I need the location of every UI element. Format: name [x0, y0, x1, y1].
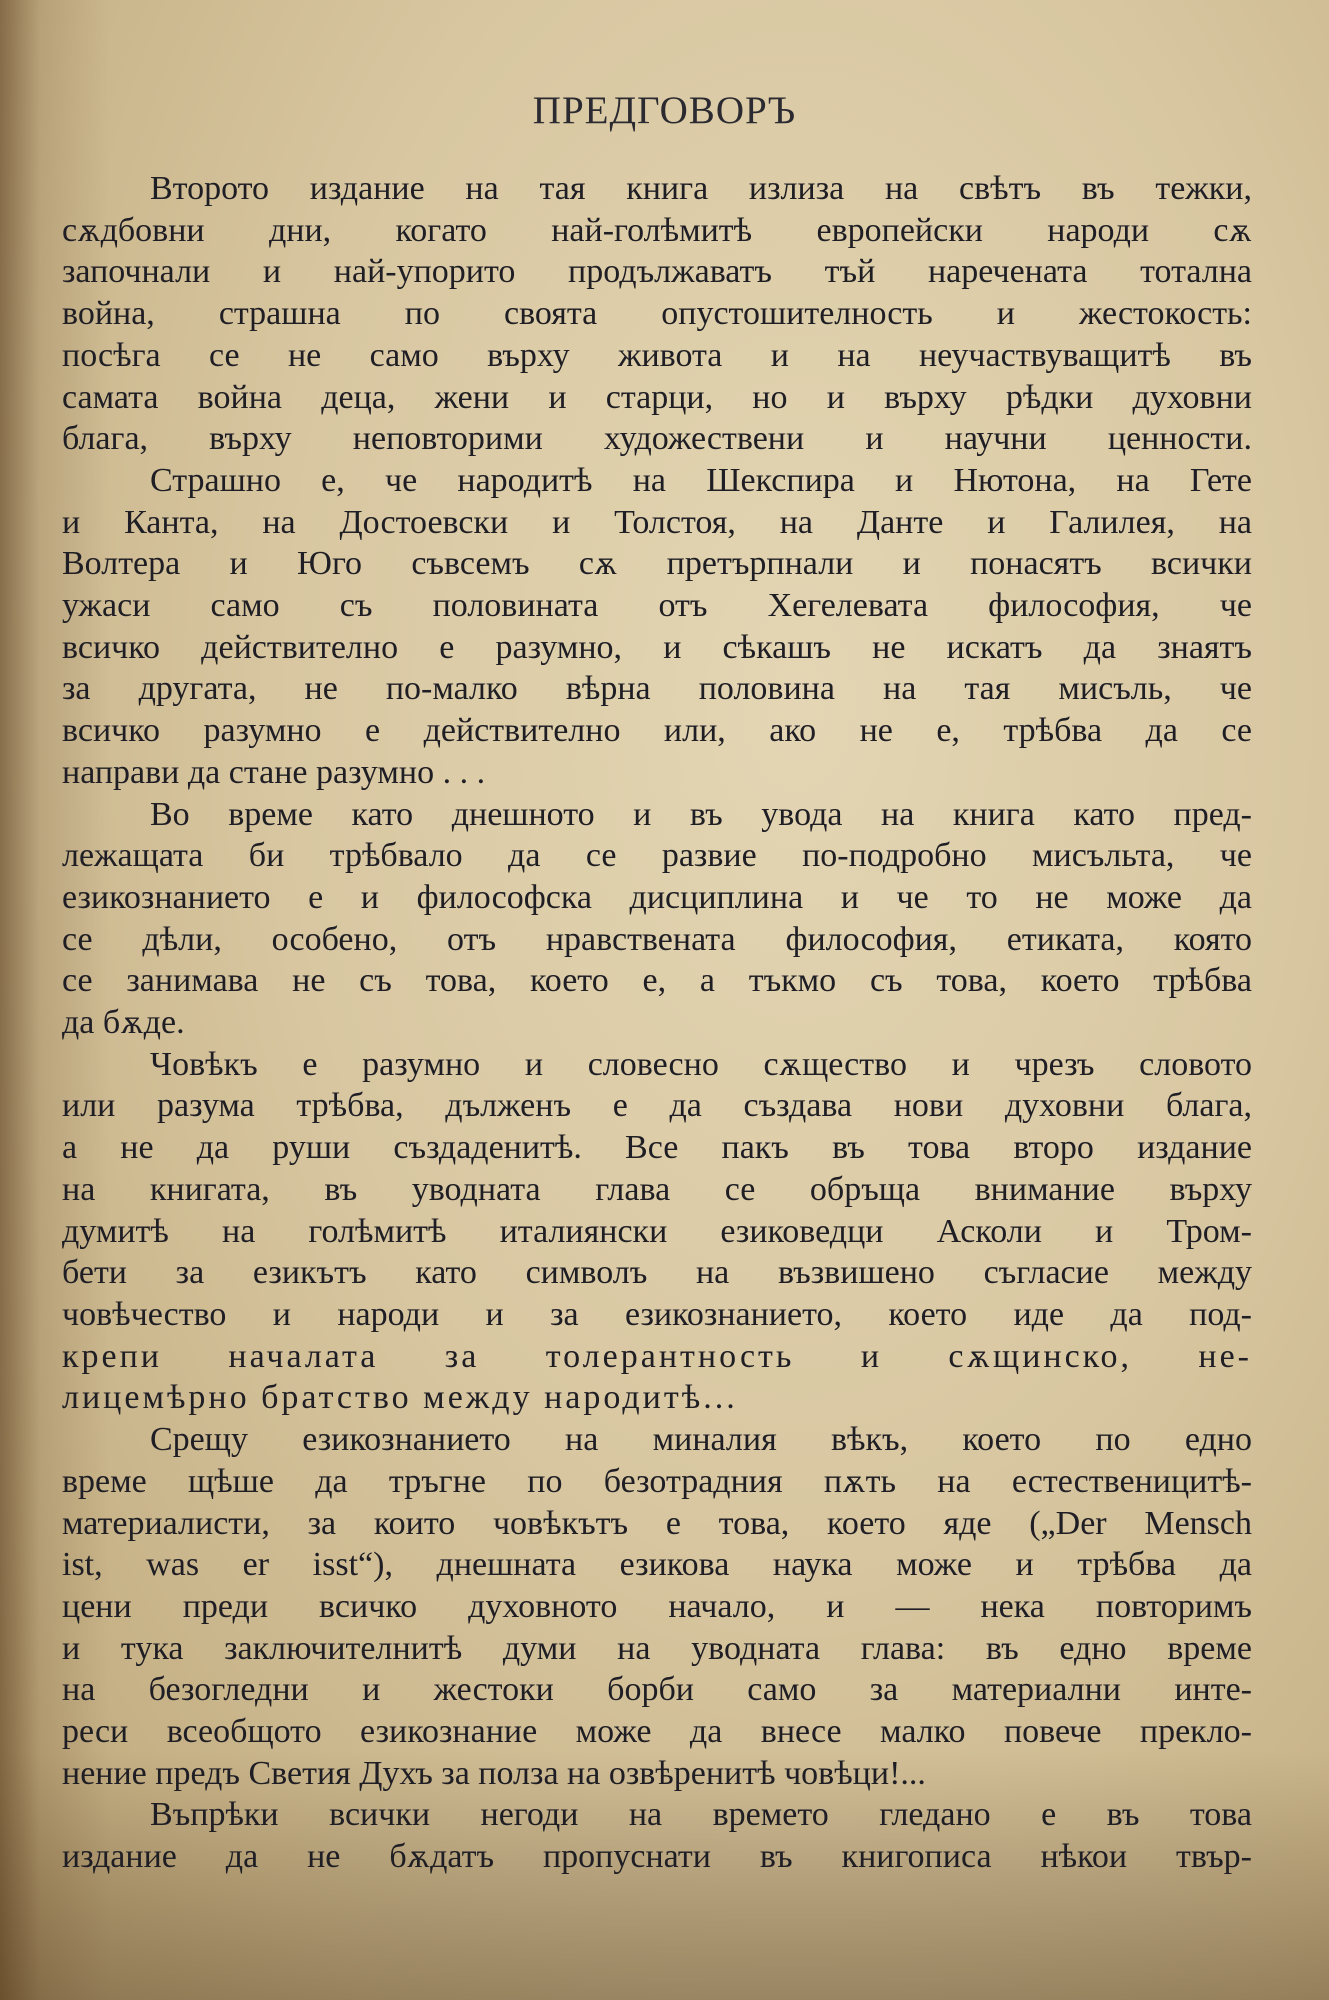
text-line: материалисти, за които човѣкътъ е това, което яде („Der Mensch	[62, 1504, 1252, 1542]
text-line: лицемѣрно братство между народитѣ...	[62, 1379, 738, 1417]
preface-body	[62, 168, 1252, 1878]
paragraph-6	[62, 1794, 1252, 1877]
text-line: крепи началата за толерантность и сѫщинско, не-	[62, 1337, 1252, 1375]
text-line: сѫдбовни дни, когато най-голѣмитѣ европейски народи сѫ	[62, 211, 1252, 249]
paragraph-5	[62, 1419, 1252, 1794]
text-line: самата война деца, жени и старци, но и върху рѣдки духовни	[62, 378, 1252, 416]
text-line: на безогледни и жестоки борби само за материални инте-	[62, 1671, 1252, 1709]
text-line: Второто издание на тая книга излиза на свѣтъ въ тежки,	[150, 170, 1252, 207]
text-line: Во време като днешното и въ увода на книга като пред-	[150, 795, 1252, 833]
text-line: лежащата би трѣбвало да се развие по-подробно мисъльта, че	[62, 837, 1252, 875]
text-line: бети за езикътъ като символъ на възвишено съгласие между	[62, 1254, 1252, 1292]
text-line: издание да не бѫдатъ пропуснати въ книгописа нѣкои твър-	[62, 1838, 1252, 1876]
text-line: война, страшна по своята опустошителность и жестокость:	[62, 295, 1252, 333]
paragraph-3	[62, 794, 1252, 1044]
text-line: Срещу езикознанието на миналия вѣкъ, което по едно	[150, 1421, 1252, 1459]
text-line: или разума трѣбва, дълженъ е да създава нови духовни блага,	[62, 1087, 1252, 1125]
text-line: Волтера и Юго съвсемъ сѫ претърпнали и понасятъ всички	[62, 545, 1252, 583]
text-line: думитѣ на голѣмитѣ италиянски езиковедци Асколи и Тром-	[62, 1212, 1252, 1250]
text-line: Човѣкъ е разумно и словесно сѫщество и чрезъ словото	[150, 1045, 1252, 1083]
text-line: ужаси само съ половината отъ Хегелевата философия, че	[62, 587, 1252, 625]
text-line: нение предъ Светия Духъ за полза на озвѣренитѣ човѣци!...	[62, 1754, 926, 1792]
text-line: време щѣше да тръгне по безотрадния пѫть на естественицитѣ-	[62, 1462, 1252, 1500]
text-line: се дѣли, особено, отъ нравствената философия, етиката, която	[62, 920, 1252, 958]
text-line: а не да руши създаденитѣ. Все пакъ въ това второ издание	[62, 1129, 1252, 1167]
text-line: да бѫде.	[62, 1004, 185, 1042]
text-line: за другата, не по-малко вѣрна половина на тая мисъль, че	[62, 670, 1252, 708]
text-line: всичко разумно е действително или, ако не е, трѣбва да се	[62, 712, 1252, 750]
text-line: на книгата, въ уводната глава се обръща внимание върху	[62, 1170, 1252, 1208]
text-line: посѣга се не само върху живота и на неучаствуващитѣ въ	[62, 336, 1252, 374]
text-line: езикознанието е и философска дисциплина и че то не може да	[62, 878, 1252, 916]
text-line: всичко действително е разумно, и сѣкашъ не искатъ да знаятъ	[62, 628, 1252, 666]
paragraph-1	[62, 168, 1252, 460]
text-line: човѣчество и народи и за езикознанието, което иде да под-	[62, 1295, 1252, 1333]
text-line: Страшно е, че народитѣ на Шекспира и Нютона, на Гете	[150, 461, 1252, 499]
text-line: започнали и най-упорито продължаватъ тъй наречената тотална	[62, 253, 1252, 291]
text-line: направи да стане разумно . . .	[62, 753, 486, 791]
text-line: ist, was er isst“), днешната езикова наука може и трѣбва да	[62, 1546, 1252, 1584]
text-line: реси всеобщото езикознание може да внесе малко повече прекло-	[62, 1713, 1252, 1751]
paragraph-4	[62, 1044, 1252, 1419]
text-line: се занимава не съ това, което е, а тъкмо съ това, което трѣбва	[62, 962, 1252, 1000]
page-heading: ПРЕДГОВОРЪ	[532, 89, 797, 132]
text-line: блага, върху неповторими художествени и научни ценности.	[62, 420, 1252, 458]
text-line: и Канта, на Достоевски и Толстоя, на Данте и Галилея, на	[62, 503, 1252, 541]
text-line: Въпрѣки всички негоди на времето гледано е въ това	[150, 1796, 1252, 1834]
text-line: цени преди всичко духовното начало, и — нека повторимъ	[62, 1587, 1252, 1625]
paragraph-2	[62, 460, 1252, 794]
text-line: и тука заключителнитѣ думи на уводната глава: въ едно време	[62, 1629, 1252, 1667]
